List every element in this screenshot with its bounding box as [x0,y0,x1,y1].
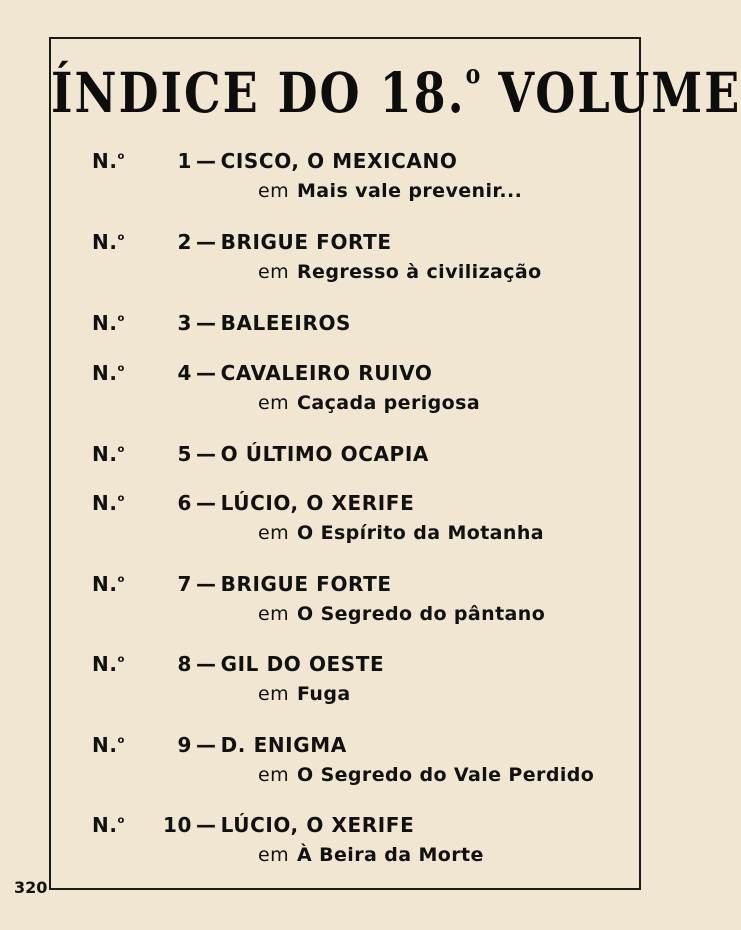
title-text: ÍNDICE DO 18. [51,60,466,126]
entry-series: BRIGUE FORTE [220,230,392,254]
entry-subtitle: À Beira da Morte [297,844,484,866]
entry-number: 3 [177,311,192,335]
entry-number: 5 [177,442,192,466]
entry-em: em [258,522,289,544]
entry-em: em [258,180,289,202]
entry-series: BRIGUE FORTE [220,572,392,596]
entry-prefix: N.$^o$ [92,733,126,757]
title-ordinal: o [465,59,481,91]
entry-series: CISCO, O MEXICANO [220,149,458,173]
entry-prefix: N.$^o$ [92,442,126,466]
entry-prefix: N.$^o$ [92,149,126,173]
entry-number: 4 [177,361,192,385]
entry-em: em [258,844,289,866]
entry-prefix: N.$^o$ [92,813,126,837]
entry-series: D. ENIGMA [220,733,347,757]
entry-prefix: N.$^o$ [92,230,126,254]
entry-series: LÚCIO, O XERIFE [220,813,415,837]
entry-em: em [258,683,289,705]
entry-series: BALEEIROS [220,311,352,335]
entry-series: GIL DO OESTE [220,652,385,676]
entry-prefix: N.$^o$ [92,491,126,515]
index-frame: ÍNDICE DO 18.$^o$ VOLUME N.$^o$ 1 — CISCO, O MEXICANO em Mais vale prevenir... N.$^o$ 2 — BRIGUE FORTE em Regresso à civilização N.$^o$ 3 — BALEEIROS N.$^o$ 4 — CAVALEIRO RUIVO em Caçada perigosa N.$^o$ 5 — O ÚLTIMO OCAPIA N.$^o$ 6 — LÚCIO, O XERIFE em O Espírito da Motanha N.$^o$ 7 — BRIGUE FORTE em O Segredo do pântano N.$^o$ 8 — GIL DO OESTE em Fuga N.$^o$ 9 — D. ENIGMA em O Segredo do Vale Perdido N.$^o$ 10 — LÚCIO, O XERIFE em À Beira da Morte [49,37,641,890]
entry-subtitle: O Segredo do Vale Perdido [297,764,595,786]
entry-prefix: N.$^o$ [92,652,126,676]
entry-em: em [258,603,289,625]
entry-subtitle: Mais vale prevenir... [297,180,523,202]
entry-number: 10 [162,813,192,837]
entry-em: em [258,261,289,283]
entry-subtitle: Fuga [297,683,351,705]
entry-series: CAVALEIRO RUIVO [220,361,433,385]
entry-prefix: N.$^o$ [92,572,126,596]
page-number: 320 [14,878,48,897]
entry-series: O ÚLTIMO OCAPIA [220,442,429,466]
entry-series: LÚCIO, O XERIFE [220,491,415,515]
entry-prefix: N.$^o$ [92,311,126,335]
entry-em: em [258,392,289,414]
entry-number: 8 [177,652,192,676]
entry-number: 9 [177,733,192,757]
entry-subtitle: Regresso à civilização [297,261,542,283]
entry-number: 7 [177,572,192,596]
entry-number: 1 [177,149,192,173]
index-title [51,59,741,126]
entry-em: em [258,764,289,786]
entry-subtitle: O Segredo do pântano [297,603,546,625]
entry-number: 6 [177,491,192,515]
entry-subtitle: O Espírito da Motanha [297,522,544,544]
entry-subtitle: Caçada perigosa [297,392,481,414]
entry-number: 2 [177,230,192,254]
title-volume: VOLUME [498,60,741,126]
entry-prefix: N.$^o$ [92,361,126,385]
